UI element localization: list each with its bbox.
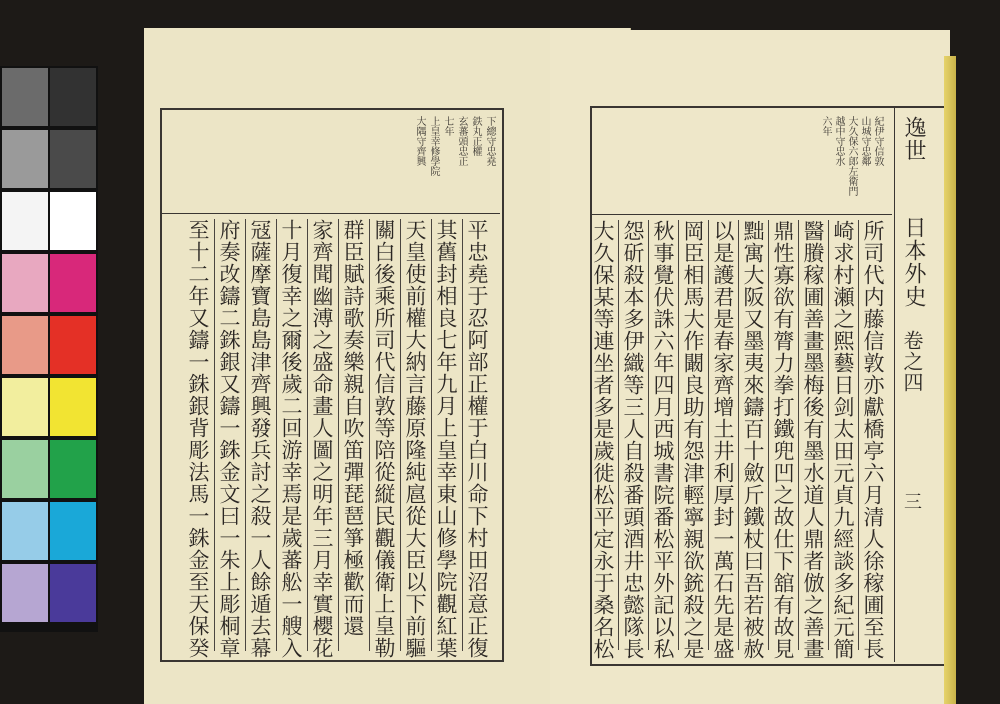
text-column: 怨斫殺本多伊織等三人自殺番頭酒井忠懿隊長 bbox=[621, 220, 645, 660]
text-column: 群臣賦詩歌奏樂親自吹笛彈琵琶箏極歡而還 bbox=[341, 219, 365, 637]
column-rule bbox=[618, 220, 619, 650]
column-rule bbox=[400, 219, 401, 651]
column-rule bbox=[245, 219, 246, 651]
headnote: 山城守忠鄰 bbox=[859, 116, 870, 166]
text-column: 秋事覺伏誅六年四月西城書院番松平外記以私 bbox=[651, 220, 675, 660]
column-rule bbox=[338, 219, 339, 651]
color-swatch bbox=[2, 254, 48, 312]
volume-label: 卷之四 bbox=[900, 330, 924, 393]
headnote: 紀伊守信敦 bbox=[872, 116, 883, 166]
text-column: 平忠堯于忍阿部正權于白川命下村田沼意正復 bbox=[465, 219, 489, 659]
color-swatch bbox=[50, 378, 96, 436]
color-swatch bbox=[50, 130, 96, 188]
text-column: 天皇使前權大納言藤原隆純扈從大臣以下前驅 bbox=[403, 219, 427, 659]
color-swatch bbox=[50, 564, 96, 622]
column-rule bbox=[431, 219, 432, 651]
column-rule bbox=[708, 220, 709, 650]
color-swatch bbox=[2, 130, 48, 188]
headnote: 下總守忠堯 bbox=[484, 116, 495, 166]
color-swatch bbox=[2, 68, 48, 126]
column-rule bbox=[828, 220, 829, 650]
color-swatch bbox=[50, 68, 96, 126]
text-column: 大久保某等連坐者多是歲徙松平定永于桑名松 bbox=[591, 220, 615, 660]
color-swatch bbox=[50, 192, 96, 250]
left-notes-divider bbox=[162, 213, 500, 214]
color-swatch bbox=[50, 440, 96, 498]
book-title: 日本外史 bbox=[901, 216, 926, 308]
text-column: 所司代内藤信敦亦獻橋亭六月清人徐稼圃至長 bbox=[861, 220, 885, 660]
text-column: 至十二年又鑄一銖銀背彫法馬一銖金至天保癸 bbox=[186, 219, 210, 659]
text-column: 十月復幸之爾後歲二回游幸焉是歲蕃舩一艘入 bbox=[279, 219, 303, 659]
color-swatch bbox=[2, 564, 48, 622]
right-notes-divider bbox=[592, 214, 892, 215]
column-rule bbox=[276, 219, 277, 651]
text-column: 以是護君是春家齊增土井利厚封一萬石先是盛 bbox=[711, 220, 735, 660]
open-book bbox=[98, 20, 958, 704]
column-rule bbox=[798, 220, 799, 650]
column-rule bbox=[369, 219, 370, 651]
text-column: 岡臣相馬大作闞良助有怨津輕寧親欲銃殺之是 bbox=[681, 220, 705, 660]
headnote: 七年 bbox=[442, 116, 453, 136]
color-swatch bbox=[50, 254, 96, 312]
headnote: 大隅守齊興 bbox=[414, 116, 425, 166]
text-column: 醫賸稼圃善畫墨梅後有墨水道人鼎者倣之善畫 bbox=[801, 220, 825, 660]
color-swatch bbox=[2, 316, 48, 374]
column-rule bbox=[214, 219, 215, 651]
color-swatch bbox=[2, 440, 48, 498]
right-page bbox=[550, 30, 950, 704]
column-rule bbox=[858, 220, 859, 650]
text-column: 其舊封相良七年九月上皇幸東山修學院觀紅葉 bbox=[434, 219, 458, 659]
color-swatch bbox=[50, 316, 96, 374]
headnote: 越中守忠水 bbox=[833, 116, 844, 166]
column-rule bbox=[738, 220, 739, 650]
color-swatch bbox=[50, 502, 96, 560]
column-rule bbox=[462, 219, 463, 651]
text-column: 府奏改鑄二銖銀又鑄一銖金文曰一朱上彫桐章 bbox=[217, 219, 241, 659]
column-rule bbox=[307, 219, 308, 651]
text-column: 鼎性寡欲有膂力拳打鐵兜凹之故仕下舘有故見 bbox=[771, 220, 795, 660]
column-rule bbox=[768, 220, 769, 650]
color-swatch bbox=[2, 502, 48, 560]
headnote: 六年 bbox=[820, 116, 831, 136]
header-fold-title: 逸世 bbox=[901, 116, 926, 162]
column-rule bbox=[648, 220, 649, 650]
headnote: 鉄丸正權 bbox=[470, 116, 481, 156]
color-calibration-chart bbox=[0, 66, 98, 632]
column-rule bbox=[678, 220, 679, 650]
headnote: 玄蕃頭忠正 bbox=[456, 116, 467, 166]
headnote: 上皇幸修學院 bbox=[428, 116, 439, 176]
text-column: 崎求村瀬之熙藝日剑太田元貞九經談多紀元簡 bbox=[831, 220, 855, 660]
text-column: 黜寓大阪又墨夷來鑄百十斂斤鐵杖曰吾若被赦 bbox=[741, 220, 765, 660]
text-column: 冦薩摩寶島島津齊興發兵討之殺一人餘遁去幕 bbox=[248, 219, 272, 659]
text-column: 家齊聞幽溥之盛命畫人圖之明年三月幸實櫻花 bbox=[310, 219, 334, 659]
color-swatch bbox=[2, 192, 48, 250]
text-column: 關白後乘所司代信敦等陪從縦民觀儀衛上皇勒 bbox=[372, 219, 396, 659]
headnote: 大久保六郎左衛門 bbox=[846, 116, 857, 196]
color-swatch bbox=[2, 378, 48, 436]
page-number: 三 bbox=[901, 492, 922, 511]
page-edge bbox=[944, 56, 956, 704]
